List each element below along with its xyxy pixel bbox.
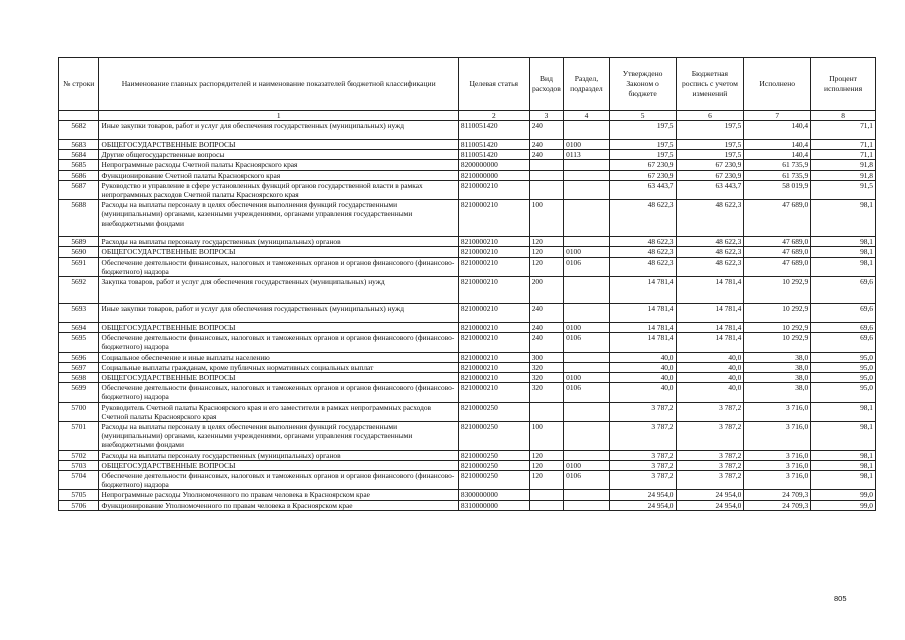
row-budget: 3 787,2 bbox=[676, 402, 744, 421]
row-number: 5701 bbox=[59, 422, 99, 451]
row-code: 8210000210 bbox=[458, 237, 529, 247]
row-section: 0106 bbox=[564, 471, 610, 490]
row-percent: 95,0 bbox=[811, 352, 876, 362]
row-percent: 71,1 bbox=[811, 121, 876, 140]
row-number: 5692 bbox=[59, 277, 99, 304]
table-row bbox=[59, 150, 876, 160]
row-percent: 98,1 bbox=[811, 237, 876, 247]
row-number: 5700 bbox=[59, 402, 99, 421]
row-expense-type: 120 bbox=[529, 450, 563, 460]
row-expense-type bbox=[529, 170, 563, 180]
row-executed: 10 292,9 bbox=[744, 333, 811, 352]
row-approved: 48 622,3 bbox=[609, 200, 676, 237]
row-percent: 95,0 bbox=[811, 383, 876, 402]
column-index: 6 bbox=[676, 111, 744, 121]
row-approved: 67 230,9 bbox=[609, 160, 676, 170]
row-expense-type: 120 bbox=[529, 247, 563, 257]
table-row bbox=[59, 383, 876, 402]
table-row bbox=[59, 352, 876, 362]
row-percent: 71,1 bbox=[811, 140, 876, 150]
row-budget: 48 622,3 bbox=[676, 257, 744, 276]
row-approved: 3 787,2 bbox=[609, 422, 676, 451]
row-executed: 3 716,0 bbox=[744, 450, 811, 460]
row-budget: 197,5 bbox=[676, 121, 744, 140]
row-executed: 3 716,0 bbox=[744, 460, 811, 470]
row-code: 8210000250 bbox=[458, 422, 529, 451]
row-expense-type: 120 bbox=[529, 471, 563, 490]
row-expense-type: 120 bbox=[529, 237, 563, 247]
row-budget: 14 781,4 bbox=[676, 277, 744, 304]
row-percent: 99,0 bbox=[811, 500, 876, 510]
row-number: 5699 bbox=[59, 383, 99, 402]
row-budget: 67 230,9 bbox=[676, 170, 744, 180]
row-approved: 40,0 bbox=[609, 362, 676, 372]
row-name: Закупка товаров, работ и услуг для обеспечения государственных (муниципальных) нужд bbox=[99, 277, 458, 304]
column-index: 3 bbox=[529, 111, 563, 121]
row-budget: 63 443,7 bbox=[676, 180, 744, 199]
row-section bbox=[564, 170, 610, 180]
row-executed: 38,0 bbox=[744, 362, 811, 372]
row-expense-type: 100 bbox=[529, 200, 563, 237]
row-executed: 38,0 bbox=[744, 373, 811, 383]
row-percent: 98,1 bbox=[811, 450, 876, 460]
row-executed: 47 689,0 bbox=[744, 237, 811, 247]
row-expense-type: 120 bbox=[529, 257, 563, 276]
row-expense-type bbox=[529, 402, 563, 421]
row-executed: 140,4 bbox=[744, 140, 811, 150]
table-row bbox=[59, 247, 876, 257]
row-expense-type: 240 bbox=[529, 304, 563, 323]
header-num: № строки bbox=[59, 58, 99, 111]
row-approved: 40,0 bbox=[609, 373, 676, 383]
row-name: ОБЩЕГОСУДАРСТВЕННЫЕ ВОПРОСЫ bbox=[99, 247, 458, 257]
row-expense-type: 240 bbox=[529, 121, 563, 140]
row-approved: 3 787,2 bbox=[609, 471, 676, 490]
row-number: 5693 bbox=[59, 304, 99, 323]
row-name: Функционирование Уполномоченного по правам человека в Красноярском крае bbox=[99, 500, 458, 510]
row-executed: 61 735,9 bbox=[744, 170, 811, 180]
row-percent: 98,1 bbox=[811, 200, 876, 237]
row-section bbox=[564, 121, 610, 140]
row-approved: 63 443,7 bbox=[609, 180, 676, 199]
row-budget: 14 781,4 bbox=[676, 304, 744, 323]
row-name: Обеспечение деятельности финансовых, налоговых и таможенных органов и органов финансового (финансово-бюджетного) надзора bbox=[99, 471, 458, 490]
header-percent: Процент исполнения bbox=[811, 58, 876, 111]
row-name: Другие общегосударственные вопросы bbox=[99, 150, 458, 160]
row-section: 0106 bbox=[564, 333, 610, 352]
row-number: 5697 bbox=[59, 362, 99, 372]
row-code: 8210000210 bbox=[458, 333, 529, 352]
row-expense-type: 320 bbox=[529, 362, 563, 372]
row-section: 0106 bbox=[564, 383, 610, 402]
row-approved: 14 781,4 bbox=[609, 323, 676, 333]
row-section bbox=[564, 200, 610, 237]
table-row bbox=[59, 471, 876, 490]
table-row bbox=[59, 237, 876, 247]
row-percent: 69,6 bbox=[811, 277, 876, 304]
row-expense-type: 320 bbox=[529, 373, 563, 383]
header-code: Целевая статья bbox=[458, 58, 529, 111]
row-executed: 140,4 bbox=[744, 121, 811, 140]
table-row bbox=[59, 257, 876, 276]
row-code: 8110051420 bbox=[458, 140, 529, 150]
row-executed: 38,0 bbox=[744, 383, 811, 402]
row-section: 0106 bbox=[564, 257, 610, 276]
column-index: 8 bbox=[811, 111, 876, 121]
row-section bbox=[564, 422, 610, 451]
row-number: 5682 bbox=[59, 121, 99, 140]
row-budget: 24 954,0 bbox=[676, 500, 744, 510]
row-approved: 24 954,0 bbox=[609, 490, 676, 500]
row-number: 5704 bbox=[59, 471, 99, 490]
row-code: 8210000210 bbox=[458, 200, 529, 237]
row-expense-type: 300 bbox=[529, 352, 563, 362]
row-budget: 48 622,3 bbox=[676, 200, 744, 237]
column-index: 7 bbox=[744, 111, 811, 121]
row-approved: 14 781,4 bbox=[609, 277, 676, 304]
row-approved: 40,0 bbox=[609, 352, 676, 362]
table-row bbox=[59, 170, 876, 180]
row-budget: 14 781,4 bbox=[676, 323, 744, 333]
row-code: 8310000000 bbox=[458, 500, 529, 510]
row-code: 8210000210 bbox=[458, 323, 529, 333]
row-budget: 197,5 bbox=[676, 140, 744, 150]
row-approved: 48 622,3 bbox=[609, 247, 676, 257]
row-executed: 3 716,0 bbox=[744, 471, 811, 490]
row-percent: 95,0 bbox=[811, 362, 876, 372]
row-section bbox=[564, 277, 610, 304]
row-expense-type bbox=[529, 500, 563, 510]
row-code: 8210000210 bbox=[458, 257, 529, 276]
row-percent: 69,6 bbox=[811, 304, 876, 323]
row-approved: 48 622,3 bbox=[609, 257, 676, 276]
row-approved: 3 787,2 bbox=[609, 450, 676, 460]
row-section bbox=[564, 160, 610, 170]
row-executed: 58 019,9 bbox=[744, 180, 811, 199]
row-name: Непрограммные расходы Уполномоченного по правам человека в Красноярском крае bbox=[99, 490, 458, 500]
row-percent: 98,1 bbox=[811, 460, 876, 470]
row-name: Расходы на выплаты персоналу государственных (муниципальных) органов bbox=[99, 237, 458, 247]
row-section: 0100 bbox=[564, 140, 610, 150]
row-code: 8210000210 bbox=[458, 304, 529, 323]
row-number: 5685 bbox=[59, 160, 99, 170]
row-section: 0100 bbox=[564, 373, 610, 383]
row-name: Руководитель Счетной палаты Красноярского края и его заместители в рамках непрограммных расходов Счетной палаты Красноярского края bbox=[99, 402, 458, 421]
table-row bbox=[59, 333, 876, 352]
row-percent: 69,6 bbox=[811, 323, 876, 333]
row-number: 5686 bbox=[59, 170, 99, 180]
row-budget: 3 787,2 bbox=[676, 422, 744, 451]
row-number: 5687 bbox=[59, 180, 99, 199]
table-row bbox=[59, 160, 876, 170]
row-code: 8210000250 bbox=[458, 460, 529, 470]
row-expense-type: 240 bbox=[529, 323, 563, 333]
row-approved: 14 781,4 bbox=[609, 333, 676, 352]
row-section bbox=[564, 500, 610, 510]
row-approved: 197,5 bbox=[609, 150, 676, 160]
row-executed: 47 689,0 bbox=[744, 247, 811, 257]
column-index: 2 bbox=[458, 111, 529, 121]
row-code: 8210000210 bbox=[458, 373, 529, 383]
budget-table bbox=[58, 57, 876, 511]
row-section: 0100 bbox=[564, 323, 610, 333]
row-section bbox=[564, 304, 610, 323]
row-number: 5694 bbox=[59, 323, 99, 333]
table-row bbox=[59, 200, 876, 237]
row-name: ОБЩЕГОСУДАРСТВЕННЫЕ ВОПРОСЫ bbox=[99, 460, 458, 470]
row-budget: 48 622,3 bbox=[676, 237, 744, 247]
row-executed: 24 709,3 bbox=[744, 490, 811, 500]
row-number: 5702 bbox=[59, 450, 99, 460]
row-name: Непрограммные расходы Счетной палаты Красноярского края bbox=[99, 160, 458, 170]
page-number: 805 bbox=[834, 594, 847, 603]
row-executed: 24 709,3 bbox=[744, 500, 811, 510]
row-budget: 3 787,2 bbox=[676, 450, 744, 460]
row-budget: 40,0 bbox=[676, 373, 744, 383]
row-code: 8200000000 bbox=[458, 160, 529, 170]
row-executed: 47 689,0 bbox=[744, 257, 811, 276]
row-budget: 24 954,0 bbox=[676, 490, 744, 500]
row-expense-type bbox=[529, 180, 563, 199]
row-code: 8210000250 bbox=[458, 402, 529, 421]
column-index: 1 bbox=[99, 111, 458, 121]
row-approved: 3 787,2 bbox=[609, 402, 676, 421]
row-budget: 40,0 bbox=[676, 362, 744, 372]
column-index-blank bbox=[59, 111, 99, 121]
row-percent: 91,8 bbox=[811, 170, 876, 180]
row-name: Расходы на выплаты персоналу государственных (муниципальных) органов bbox=[99, 450, 458, 460]
row-section bbox=[564, 180, 610, 199]
row-executed: 61 735,9 bbox=[744, 160, 811, 170]
row-number: 5689 bbox=[59, 237, 99, 247]
row-number: 5698 bbox=[59, 373, 99, 383]
row-code: 8210000210 bbox=[458, 362, 529, 372]
row-name: Обеспечение деятельности финансовых, налоговых и таможенных органов и органов финансового (финансово-бюджетного) надзора bbox=[99, 333, 458, 352]
row-name: Социальное обеспечение и иные выплаты населению bbox=[99, 352, 458, 362]
row-code: 8110051420 bbox=[458, 150, 529, 160]
table-row bbox=[59, 373, 876, 383]
row-percent: 98,1 bbox=[811, 247, 876, 257]
row-number: 5706 bbox=[59, 500, 99, 510]
row-budget: 40,0 bbox=[676, 383, 744, 402]
header-row bbox=[59, 58, 876, 111]
row-approved: 67 230,9 bbox=[609, 170, 676, 180]
row-executed: 10 292,9 bbox=[744, 304, 811, 323]
row-number: 5696 bbox=[59, 352, 99, 362]
row-name: Иные закупки товаров, работ и услуг для обеспечения государственных (муниципальных) нужд bbox=[99, 121, 458, 140]
row-percent: 98,1 bbox=[811, 422, 876, 451]
row-expense-type: 240 bbox=[529, 333, 563, 352]
row-number: 5684 bbox=[59, 150, 99, 160]
row-section: 0100 bbox=[564, 247, 610, 257]
row-expense-type: 320 bbox=[529, 383, 563, 402]
row-code: 8210000250 bbox=[458, 471, 529, 490]
table-row bbox=[59, 460, 876, 470]
row-percent: 95,0 bbox=[811, 373, 876, 383]
row-section: 0113 bbox=[564, 150, 610, 160]
row-percent: 71,1 bbox=[811, 150, 876, 160]
row-expense-type: 240 bbox=[529, 140, 563, 150]
header-approved: Утверждено Законом о бюджете bbox=[609, 58, 676, 111]
row-executed: 140,4 bbox=[744, 150, 811, 160]
row-number: 5683 bbox=[59, 140, 99, 150]
row-expense-type: 200 bbox=[529, 277, 563, 304]
row-budget: 48 622,3 bbox=[676, 247, 744, 257]
row-executed: 3 716,0 bbox=[744, 402, 811, 421]
table-row bbox=[59, 402, 876, 421]
row-budget: 197,5 bbox=[676, 150, 744, 160]
row-percent: 98,1 bbox=[811, 402, 876, 421]
table-row bbox=[59, 500, 876, 510]
row-approved: 24 954,0 bbox=[609, 500, 676, 510]
row-section bbox=[564, 490, 610, 500]
table-row bbox=[59, 362, 876, 372]
row-code: 8210000210 bbox=[458, 247, 529, 257]
row-approved: 40,0 bbox=[609, 383, 676, 402]
row-name: Социальные выплаты гражданам, кроме публичных нормативных социальных выплат bbox=[99, 362, 458, 372]
row-name: Расходы на выплаты персоналу в целях обеспечения выполнения функций государственными (муниципальными) органами, казенными учреждениями, органами управления государственными внебюджетными фондами bbox=[99, 422, 458, 451]
row-section bbox=[564, 352, 610, 362]
row-code: 8210000210 bbox=[458, 383, 529, 402]
table-row bbox=[59, 121, 876, 140]
row-name: ОБЩЕГОСУДАРСТВЕННЫЕ ВОПРОСЫ bbox=[99, 140, 458, 150]
table-row bbox=[59, 304, 876, 323]
row-section: 0100 bbox=[564, 460, 610, 470]
header-executed: Исполнено bbox=[744, 58, 811, 111]
header-budget: Бюджетная роспись с учетом изменений bbox=[676, 58, 744, 111]
row-approved: 197,5 bbox=[609, 140, 676, 150]
row-section bbox=[564, 237, 610, 247]
row-expense-type: 240 bbox=[529, 150, 563, 160]
header-vid: Вид расходов bbox=[529, 58, 563, 111]
row-code: 8210000210 bbox=[458, 180, 529, 199]
row-name: Обеспечение деятельности финансовых, налоговых и таможенных органов и органов финансового (финансово-бюджетного) надзора bbox=[99, 257, 458, 276]
header-name: Наименование главных распорядителей и наименование показателей бюджетной классификации bbox=[99, 58, 458, 111]
row-percent: 69,6 bbox=[811, 333, 876, 352]
row-code: 8210000250 bbox=[458, 450, 529, 460]
row-executed: 47 689,0 bbox=[744, 200, 811, 237]
row-percent: 98,1 bbox=[811, 471, 876, 490]
row-executed: 38,0 bbox=[744, 352, 811, 362]
row-budget: 14 781,4 bbox=[676, 333, 744, 352]
table-row bbox=[59, 180, 876, 199]
row-section bbox=[564, 402, 610, 421]
row-expense-type: 120 bbox=[529, 460, 563, 470]
row-code: 8110051420 bbox=[458, 121, 529, 140]
row-budget: 67 230,9 bbox=[676, 160, 744, 170]
row-number: 5691 bbox=[59, 257, 99, 276]
row-percent: 99,0 bbox=[811, 490, 876, 500]
column-index-row bbox=[59, 111, 876, 121]
row-name: Иные закупки товаров, работ и услуг для обеспечения государственных (муниципальных) нужд bbox=[99, 304, 458, 323]
row-executed: 10 292,9 bbox=[744, 277, 811, 304]
row-percent: 91,5 bbox=[811, 180, 876, 199]
row-name: Обеспечение деятельности финансовых, налоговых и таможенных органов и органов финансового (финансово-бюджетного) надзора bbox=[99, 383, 458, 402]
table-row bbox=[59, 490, 876, 500]
row-name: Функционирование Счетной палаты Красноярского края bbox=[99, 170, 458, 180]
row-percent: 91,8 bbox=[811, 160, 876, 170]
row-percent: 98,1 bbox=[811, 257, 876, 276]
table-row bbox=[59, 450, 876, 460]
row-budget: 3 787,2 bbox=[676, 471, 744, 490]
row-number: 5695 bbox=[59, 333, 99, 352]
row-name: Расходы на выплаты персоналу в целях обеспечения выполнения функций государственными (муниципальными) органами, казенными учреждениями, органами управления государственными внебюджетными фондами bbox=[99, 200, 458, 237]
row-executed: 10 292,9 bbox=[744, 323, 811, 333]
table-row bbox=[59, 422, 876, 451]
budget-sheet bbox=[58, 57, 876, 511]
row-code: 8210000210 bbox=[458, 277, 529, 304]
row-approved: 14 781,4 bbox=[609, 304, 676, 323]
table-row bbox=[59, 323, 876, 333]
header-razd: Раздел, подраздел bbox=[564, 58, 610, 111]
row-budget: 40,0 bbox=[676, 352, 744, 362]
row-approved: 48 622,3 bbox=[609, 237, 676, 247]
row-name: ОБЩЕГОСУДАРСТВЕННЫЕ ВОПРОСЫ bbox=[99, 323, 458, 333]
row-budget: 3 787,2 bbox=[676, 460, 744, 470]
row-approved: 3 787,2 bbox=[609, 460, 676, 470]
row-code: 8210000210 bbox=[458, 352, 529, 362]
table-row bbox=[59, 140, 876, 150]
row-executed: 3 716,0 bbox=[744, 422, 811, 451]
column-index: 4 bbox=[564, 111, 610, 121]
row-number: 5705 bbox=[59, 490, 99, 500]
column-index: 5 bbox=[609, 111, 676, 121]
row-expense-type bbox=[529, 490, 563, 500]
row-code: 8300000000 bbox=[458, 490, 529, 500]
row-expense-type: 100 bbox=[529, 422, 563, 451]
row-code: 8210000000 bbox=[458, 170, 529, 180]
table-row bbox=[59, 277, 876, 304]
row-expense-type bbox=[529, 160, 563, 170]
row-name: Руководство и управление в сфере установленных функций органов государственной власти в рамках непрограммных расходов Счетной палаты Красноярского края bbox=[99, 180, 458, 199]
row-number: 5703 bbox=[59, 460, 99, 470]
row-number: 5690 bbox=[59, 247, 99, 257]
row-number: 5688 bbox=[59, 200, 99, 237]
row-section bbox=[564, 362, 610, 372]
row-section bbox=[564, 450, 610, 460]
row-approved: 197,5 bbox=[609, 121, 676, 140]
row-name: ОБЩЕГОСУДАРСТВЕННЫЕ ВОПРОСЫ bbox=[99, 373, 458, 383]
